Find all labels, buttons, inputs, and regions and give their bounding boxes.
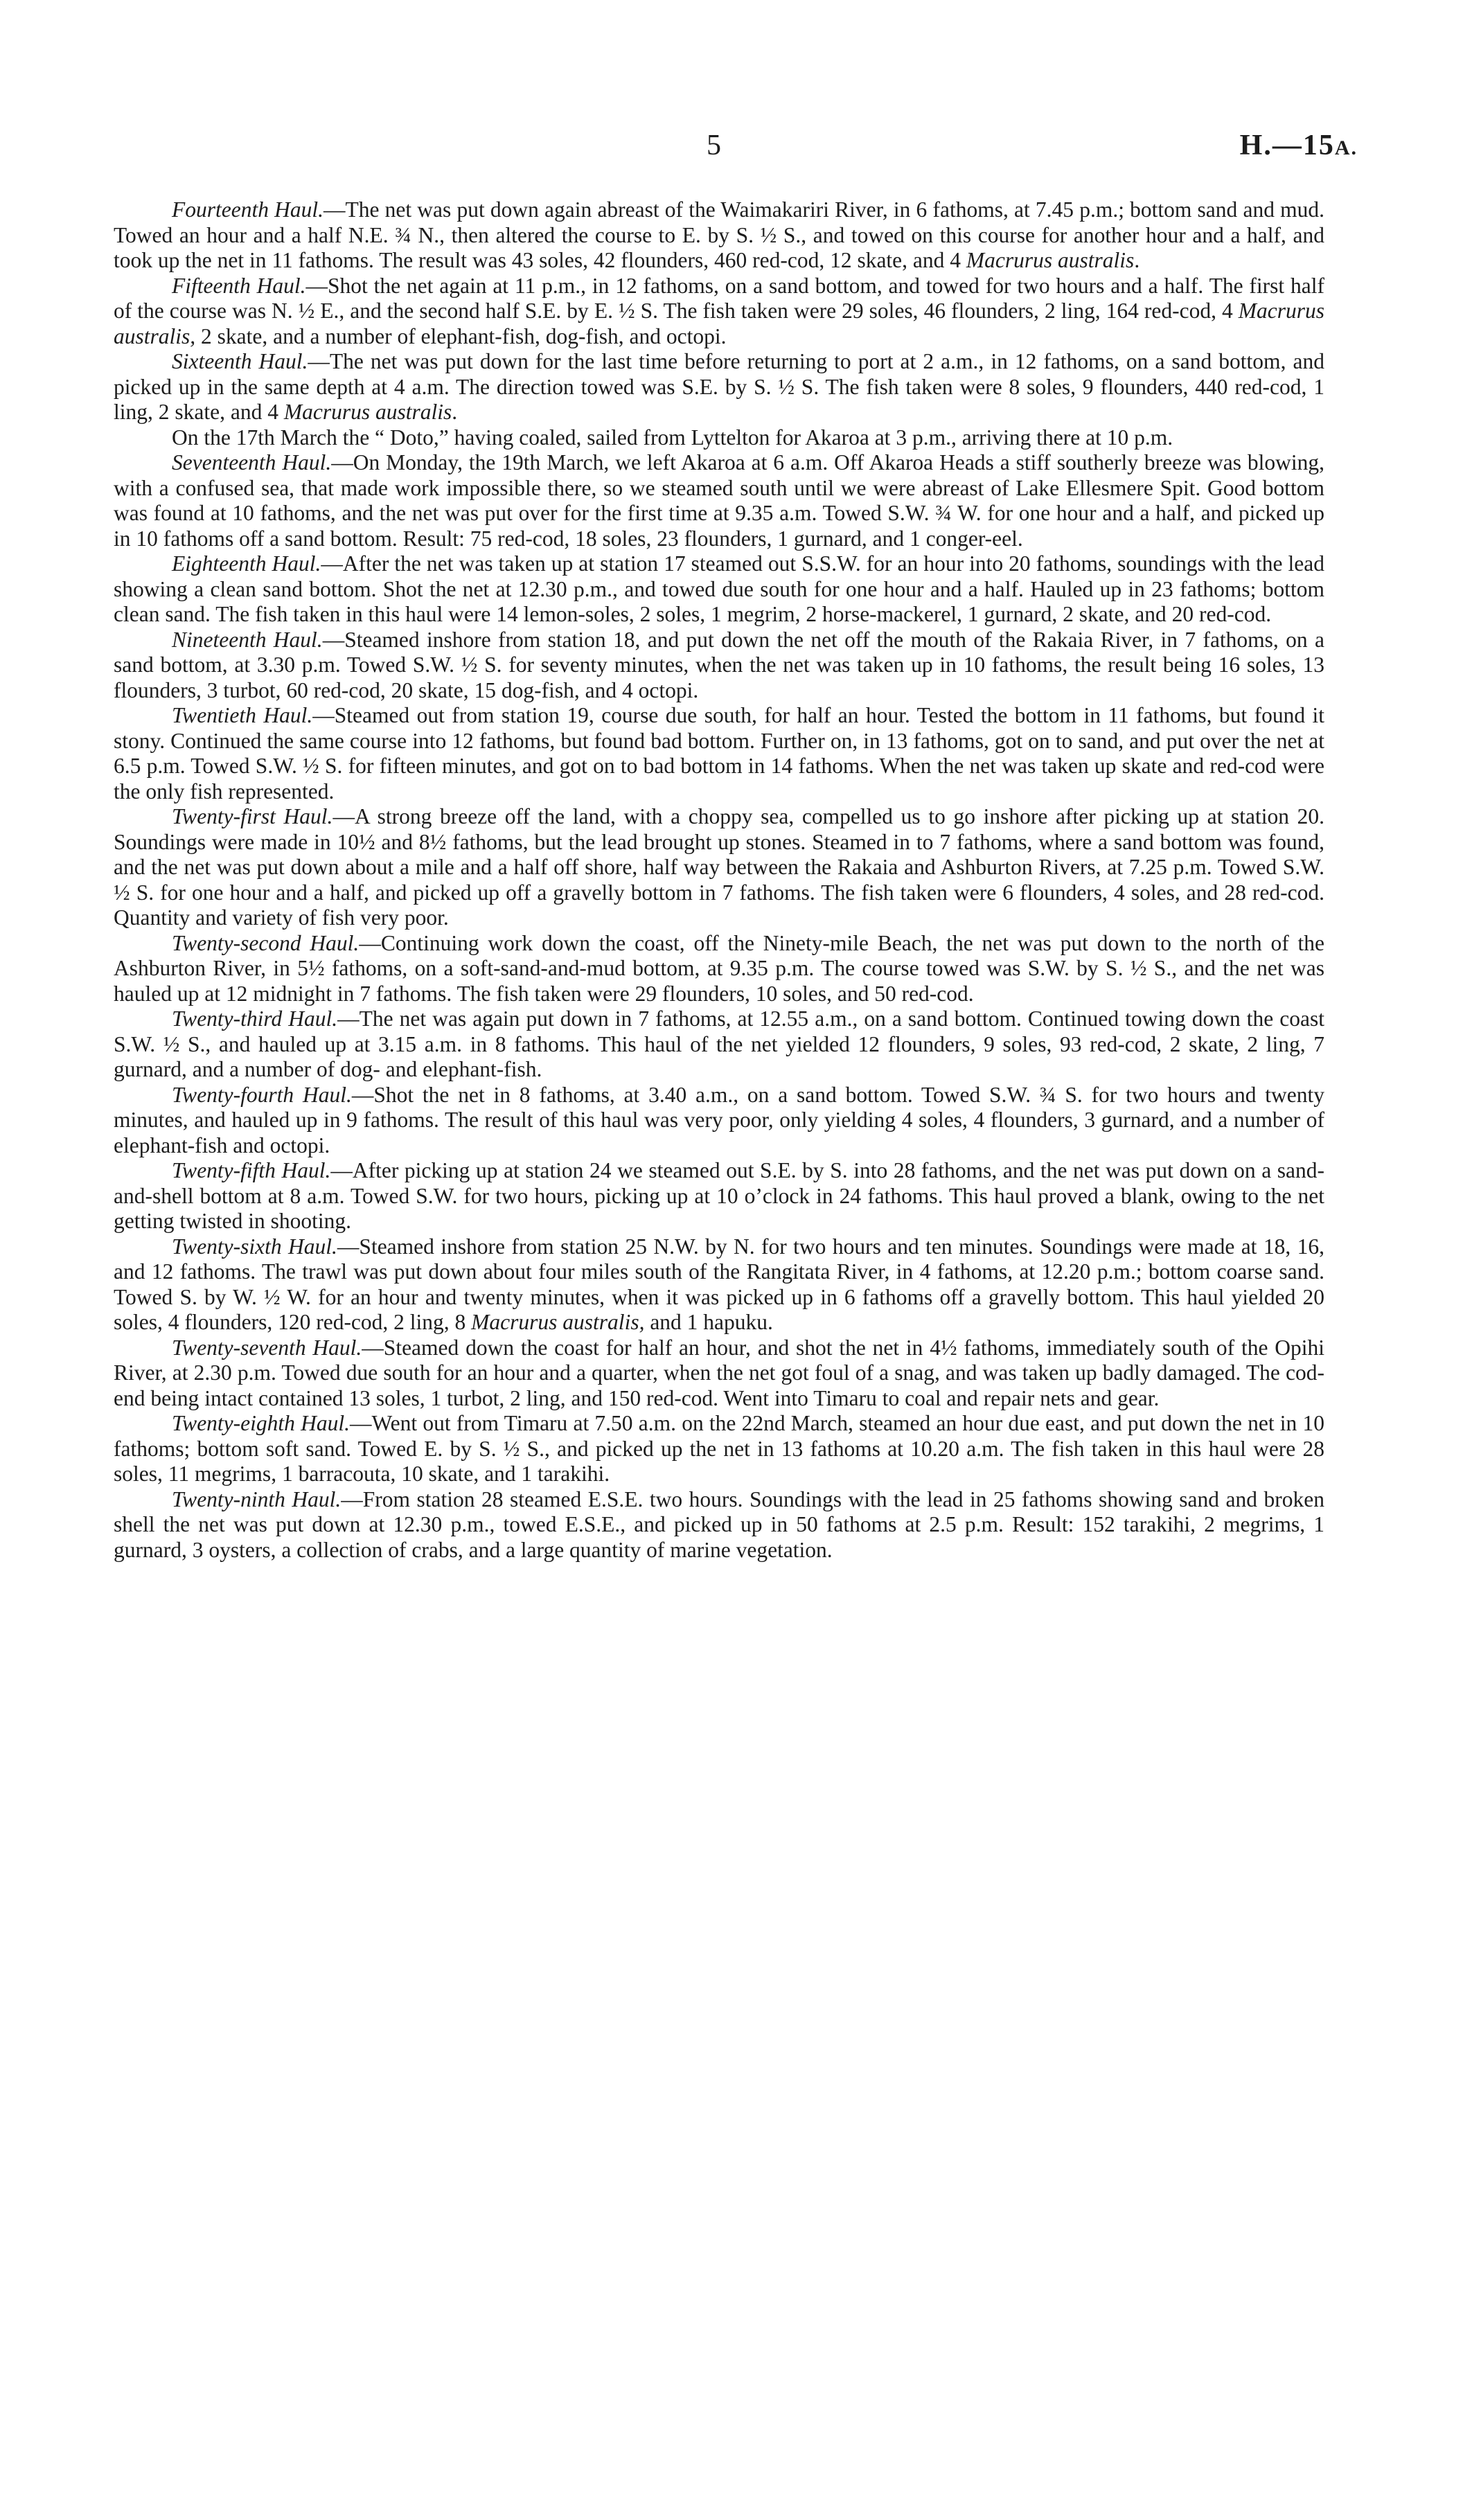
haul-heading: Fourteenth Haul.: [172, 197, 324, 222]
paragraph-nineteenth-haul: [114, 628, 1324, 704]
haul-heading: Twenty-second Haul.: [172, 930, 360, 955]
paragraph-text: —After picking up at station 24 we steamed out S.E. by S. into 28 fathoms, and the net was put down on a sand-and-shell bottom at 8 a.m. Towed S.W. for two hours, picking up at 10 o’clock in 24 fathoms. This haul proved a blank, owing to the net getting twisted in shooting.: [114, 1158, 1324, 1233]
haul-heading: Sixteenth Haul.: [172, 349, 308, 373]
haul-heading: Twenty-seventh Haul.: [172, 1335, 362, 1360]
paragraph-twenty-fifth-haul: [114, 1158, 1324, 1234]
haul-heading: Twenty-third Haul.: [172, 1006, 338, 1031]
paragraph-text: —Steamed inshore from station 18, and put down the net off the mouth of the Rakaia River, in 7 fathoms, on a sand bottom, at 3.30 p.m. Towed S.W. ½ S. for seventy minutes, when the net was taken up in 10 fathoms, the result being 16 soles, 13 flounders, 3 turbot, 60 red-cod, 20 skate, 15 dog-fish, and 4 octopi.: [114, 627, 1324, 702]
paragraph-twenty-fourth-haul: [114, 1083, 1324, 1159]
species-name: Macrurus australis: [283, 400, 452, 424]
paragraph-text: —Shot the net in 8 fathoms, at 3.40 a.m., on a sand bottom. Towed S.W. ¾ S. for two hours and twenty minutes, and hauled up in 9 fathoms. The result of this haul was very poor, only yielding 4 soles, 4 flounders, 3 gurnard, and a number of elephant-fish and octopi.: [114, 1082, 1324, 1157]
paragraph-doto-voyage: [114, 425, 1324, 451]
report-code-suffix: A.: [1334, 136, 1358, 159]
paragraph-twenty-first-haul: [114, 804, 1324, 931]
paragraph-fourteenth-haul: [114, 197, 1324, 274]
paragraph-twentieth-haul: [114, 703, 1324, 804]
paragraph-tail: 2 skate, and a number of elephant-fish, dog-fish, and octopi.: [195, 323, 727, 348]
haul-heading: Twenty-fourth Haul.: [172, 1082, 352, 1107]
paragraph-twenty-sixth-haul: [114, 1234, 1324, 1336]
species-name: Macrurus australis: [966, 248, 1135, 272]
page-number: 5: [707, 130, 721, 161]
paragraph-text: —Steamed inshore from station 25 N.W. by N. for two hours and ten minutes. Soundings were made at 18, 16, and 12 fathoms. The trawl was put down about four miles south of the Rangitata River, in 4 fathoms, at 12.20 p.m.; bottom coarse sand. Towed S. by W. ½ W. for an hour and twenty minutes, when it was picked up in 6 fathoms off a gravelly bottom. This haul yielded 20 soles, 4 flounders, 120 red-cod, 2 ling, 8: [114, 1234, 1324, 1334]
paragraph-text: —On Monday, the 19th March, we left Akaroa at 6 a.m. Off Akaroa Heads a stiff southerly breeze was blowing, with a confused sea, that made work impossible there, so we steamed south until we were abreast of Lake Ellesmere Spit. Good bottom was found at 10 fathoms, and the net was put over for the first time at 9.35 a.m. Towed S.W. ¾ W. for one hour and a half, and picked up in 10 fathoms off a sand bottom. Result: 75 red-cod, 18 soles, 23 flounders, 1 gurnard, and 1 conger-eel.: [114, 450, 1324, 551]
paragraph-twenty-eighth-haul: [114, 1411, 1324, 1487]
haul-heading: Twenty-first Haul.: [172, 804, 333, 828]
paragraph-twenty-ninth-haul: [114, 1487, 1324, 1563]
report-code-main: H.—15: [1239, 130, 1335, 161]
report-code: [1240, 129, 1358, 162]
paragraph-text: —After the net was taken up at station 17 steamed out S.S.W. for an hour into 20 fathoms, soundings with the lead showing a clean sand bottom. Shot the net at 12.30 p.m., and towed due south for one hour and a half. Hauled up in 23 fathoms; bottom clean sand. The fish taken in this haul were 14 lemon-soles, 2 soles, 1 megrim, 2 horse-mackerel, 1 gurnard, 2 skate, and 20 red-cod.: [114, 551, 1324, 626]
haul-heading: Twentieth Haul.: [172, 703, 313, 727]
paragraph-tail: .: [1134, 248, 1140, 272]
species-name: Macrurus australis,: [114, 299, 1324, 348]
paragraph-fifteenth-haul: [114, 274, 1324, 350]
paragraph-text: —Steamed down the coast for half an hour, and shot the net in 4½ fathoms, immediately south of the Opihi River, at 2.30 p.m. Towed due south for an hour and a quarter, when the net got foul of a snag, and was taken up badly damaged. The cod-end being intact contained 13 soles, 1 turbot, 2 ling, and 150 red-cod. Went into Timaru to coal and repair nets and gear.: [114, 1335, 1324, 1410]
paragraph-text: —Shot the net again at 11 p.m., in 12 fathoms, on a sand bottom, and towed for two hours and a half. The first half of the course was N. ½ E., and the second half S.E. by E. ½ S. The fish taken were 29 soles, 46 flounders, 2 ling, 164 red-cod, 4: [114, 273, 1324, 323]
paragraph-eighteenth-haul: [114, 551, 1324, 628]
paragraph-text: —Went out from Timaru at 7.50 a.m. on the 22nd March, steamed an hour due east, and put down the net in 10 fathoms; bottom soft sand. Towed E. by S. ½ S., and picked up the net in 13 fathoms at 10.20 a.m. The fish taken in this haul were 28 soles, 11 megrims, 1 barracouta, 10 skate, and 1 tarakihi.: [114, 1411, 1324, 1486]
document-body: [114, 197, 1324, 1563]
haul-heading: Twenty-ninth Haul.: [172, 1487, 342, 1511]
paragraph-tail: .: [452, 400, 458, 424]
paragraph-text: —Steamed out from station 19, course due south, for half an hour. Tested the bottom in 11 fathoms, but found it stony. Continued the same course into 12 fathoms, but found bad bottom. Further on, in 13 fathoms, got on to sand, and put over the net at 6.5 p.m. Towed S.W. ½ S. for fifteen minutes, and got on to bad bottom in 14 fathoms. When the net was taken up skate and red-cod were the only fish represented.: [114, 703, 1324, 804]
haul-heading: Nineteenth Haul.: [172, 627, 323, 652]
paragraph-twenty-second-haul: [114, 931, 1324, 1007]
paragraph-sixteenth-haul: [114, 349, 1324, 425]
species-name: Macrurus australis,: [471, 1310, 645, 1334]
haul-heading: Eighteenth Haul.: [172, 551, 321, 576]
haul-heading: Fifteenth Haul.: [172, 273, 306, 298]
haul-heading: Seventeenth Haul.: [172, 450, 332, 474]
paragraph-text: —From station 28 steamed E.S.E. two hours. Soundings with the lead in 25 fathoms showing sand and broken shell the net was put down at 12.30 p.m., towed E.S.E., and picked up in 50 fathoms at 2.5 p.m. Result: 152 tarakihi, 2 megrims, 1 gurnard, 3 oysters, a collection of crabs, and a large quantity of marine vegetation.: [114, 1487, 1324, 1562]
paragraph-text: —The net was put down again abreast of the Waimakariri River, in 6 fathoms, at 7.45 p.m.; bottom sand and mud. Towed an hour and a half N.E. ¾ N., then altered the course to E. by S. ½ S., and towed on this course for another hour and a half, and took up the net in 11 fathoms. The result was 43 soles, 42 flounders, 460 red-cod, 12 skate, and 4: [114, 197, 1324, 272]
paragraph-seventeenth-haul: [114, 450, 1324, 551]
haul-heading: Twenty-eighth Haul.: [172, 1411, 350, 1435]
paragraph-text: —The net was again put down in 7 fathoms, at 12.55 a.m., on a sand bottom. Continued towing down the coast S.W. ½ S., and hauled up at 3.15 a.m. in 8 fathoms. This haul of the net yielded 12 flounders, 9 soles, 93 red-cod, 2 skate, 2 ling, 7 gurnard, and a number of dog- and elephant-fish.: [114, 1006, 1324, 1081]
paragraph-text: —The net was put down for the last time before returning to port at 2 a.m., in 12 fathoms, on a sand bottom, and picked up in the same depth at 4 a.m. The direction towed was S.E. by S. ½ S. The fish taken were 8 soles, 9 flounders, 440 red-cod, 1 ling, 2 skate, and 4: [114, 349, 1324, 424]
paragraph-tail: and 1 hapuku.: [644, 1310, 773, 1334]
haul-heading: Twenty-sixth Haul.: [172, 1234, 337, 1259]
paragraph-text: On the 17th March the “ Doto,” having coaled, sailed from Lyttelton for Akaroa at 3 p.m., arriving there at 10 p.m.: [172, 425, 1173, 450]
paragraph-text: —Continuing work down the coast, off the Ninety-mile Beach, the net was put down to the north of the Ashburton River, in 5½ fathoms, on a soft-sand-and-mud bottom, at 9.35 p.m. The course towed was S.W. by S. ½ S., and the net was hauled up at 12 midnight in 7 fathoms. The fish taken were 29 flounders, 10 soles, and 50 red-cod.: [114, 930, 1324, 1006]
page-header: [0, 129, 1481, 170]
paragraph-text: —A strong breeze off the land, with a choppy sea, compelled us to go inshore after picking up at station 20. Soundings were made in 10½ and 8½ fathoms, but the lead brought up stones. Steamed in to 7 fathoms, where a sand bottom was found, and the net was put down about a mile and a half off shore, half way between the Rakaia and Ashburton Rivers, at 7.25 p.m. Towed S.W. ½ S. for one hour and a half, and picked up off a gravelly bottom in 7 fathoms. The fish taken were 6 flounders, 4 soles, and 28 red-cod. Quantity and variety of fish very poor.: [114, 804, 1324, 930]
haul-heading: Twenty-fifth Haul.: [172, 1158, 331, 1182]
paragraph-twenty-third-haul: [114, 1006, 1324, 1083]
paragraph-twenty-seventh-haul: [114, 1336, 1324, 1412]
